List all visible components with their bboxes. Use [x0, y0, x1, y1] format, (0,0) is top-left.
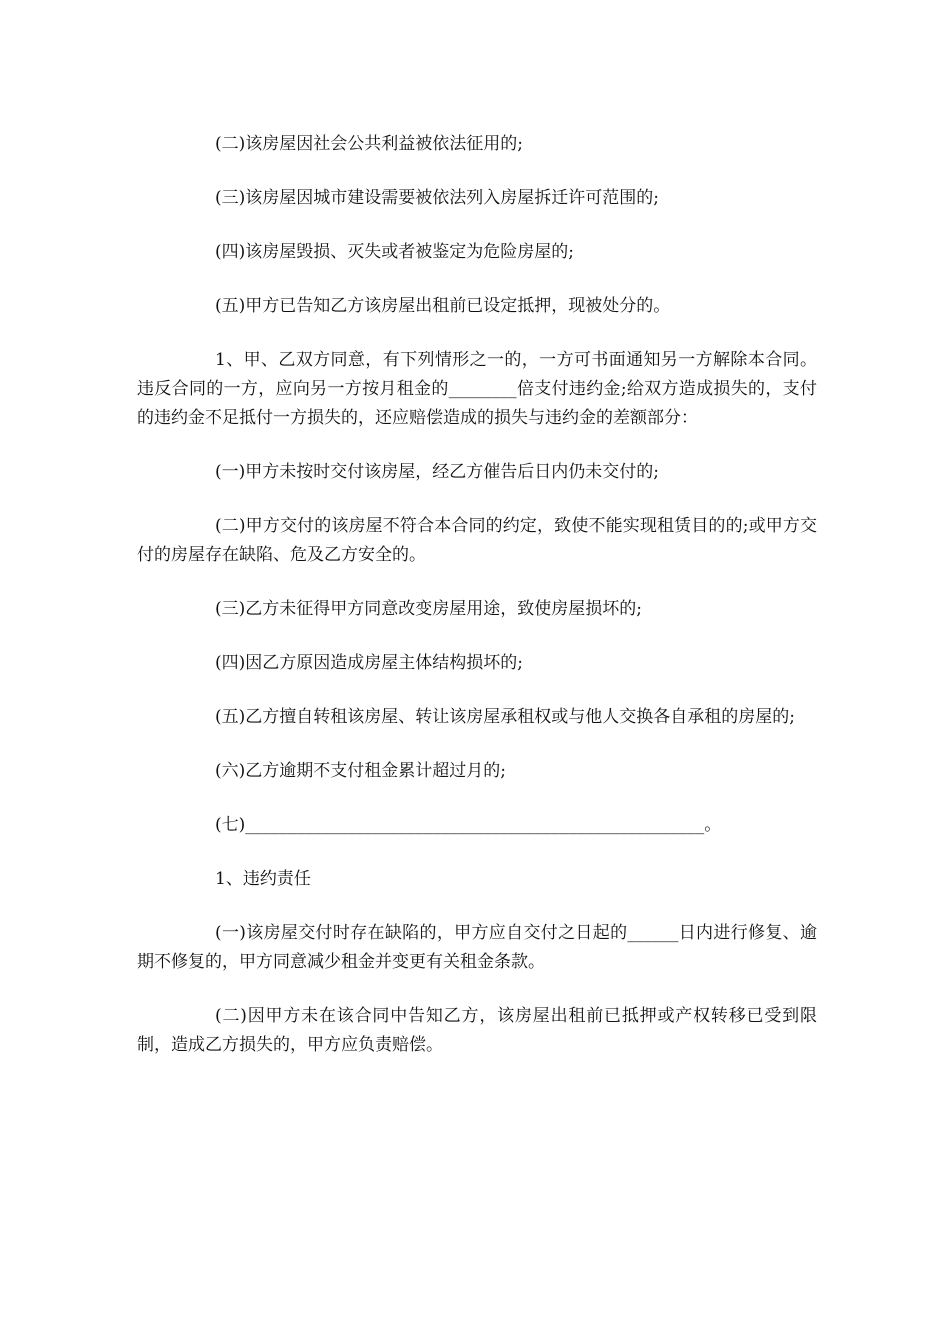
paragraph: (四)该房屋毁损、灭失或者被鉴定为危险房屋的;	[215, 242, 574, 262]
paragraph: (五)乙方擅自转租该房屋、转让该房屋承租权或与他人交换各自承租的房屋的;	[215, 707, 795, 727]
document-page	[137, 130, 817, 1085]
paragraph: (三)该房屋因城市建设需要被依法列入房屋拆迁许可范围的;	[215, 188, 659, 208]
paragraph: (二)甲方交付的该房屋不符合本合同的约定，致使不能实现租赁目的的;或甲方交付的房屋存在缺陷、危及乙方安全的。	[137, 516, 817, 565]
paragraph: 1、甲、乙双方同意，有下列情形之一的，一方可书面通知另一方解除本合同。违反合同的一方，应向另一方按月租金的________倍支付违约金;给双方造成损失的，支付的违约金不足抵付一方损失的，还应赔偿造成的损失与违约金的差额部分：	[137, 350, 817, 428]
paragraph: 1、违约责任	[215, 869, 311, 889]
paragraph: (一)该房屋交付时存在缺陷的，甲方应自交付之日起的______日内进行修复、逾期不修复的，甲方同意减少租金并变更有关租金条款。	[137, 923, 817, 972]
paragraph: (五)甲方已告知乙方该房屋出租前已设定抵押，现被处分的。	[215, 296, 671, 316]
paragraph: (四)因乙方原因造成房屋主体结构损坏的;	[215, 653, 523, 673]
paragraph: (六)乙方逾期不支付租金累计超过月的;	[215, 761, 506, 781]
paragraph: (二)该房屋因社会公共利益被依法征用的;	[215, 134, 523, 154]
paragraph: (七)______________________________________________________。	[215, 815, 722, 835]
paragraph: (三)乙方未征得甲方同意改变房屋用途，致使房屋损坏的;	[215, 599, 642, 619]
paragraph: (二)因甲方未在该合同中告知乙方，该房屋出租前已抵押或产权转移已受到限制，造成乙方损失的，甲方应负责赔偿。	[137, 1006, 817, 1055]
paragraph: (一)甲方未按时交付该房屋，经乙方催告后日内仍未交付的;	[215, 462, 659, 482]
